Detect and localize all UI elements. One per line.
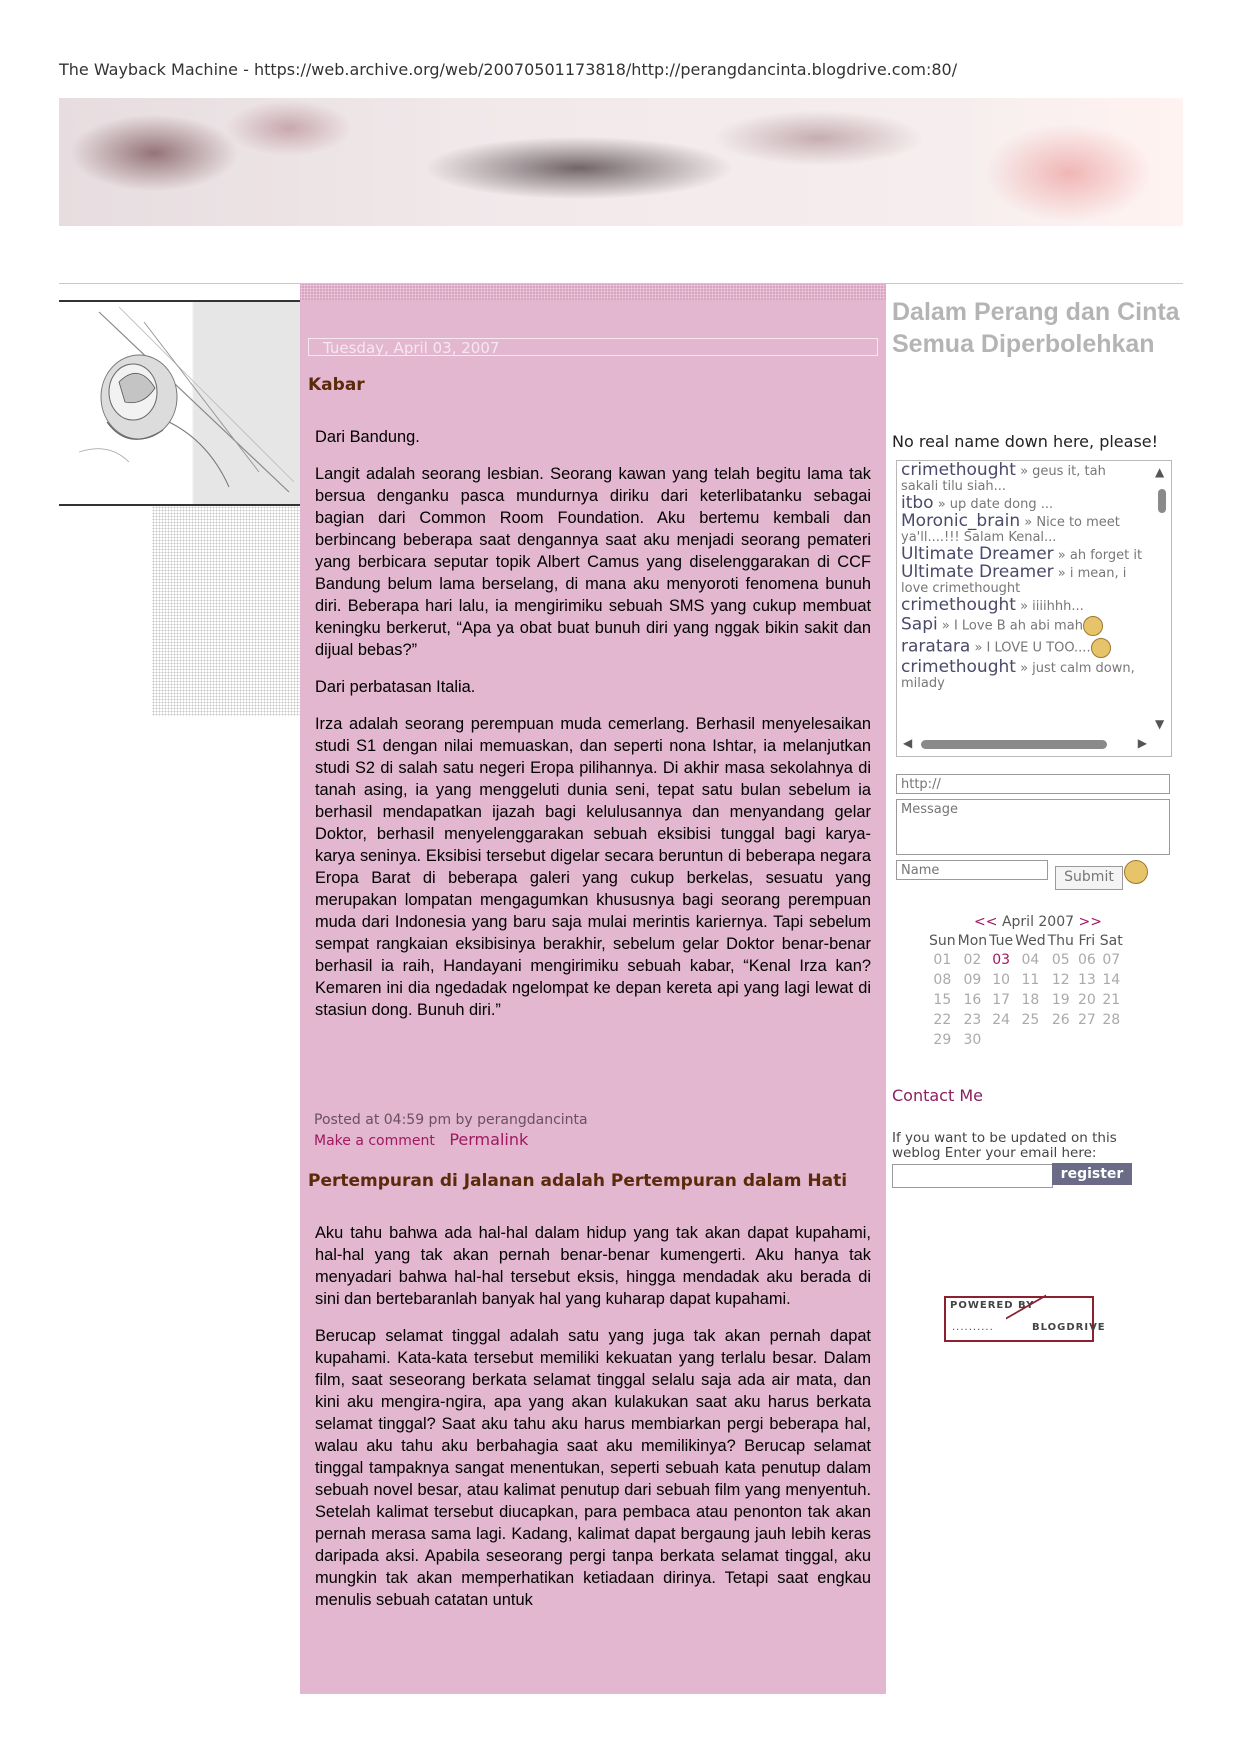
calendar-day: 27: [1077, 1012, 1096, 1028]
shoutbox-entry: [901, 544, 1147, 564]
post-title[interactable]: Pertempuran di Jalanan adalah Pertempuran dalam Hati: [308, 1171, 848, 1191]
blogdrive-text: BLOGDRIVE: [1032, 1322, 1106, 1333]
url-input[interactable]: [896, 774, 1170, 794]
smiley-icon: [1083, 616, 1103, 636]
shoutbox-entry-name[interactable]: itbo: [901, 493, 934, 513]
shoutbox-entry-message: » iiiihhh...: [1015, 599, 1084, 614]
calendar-day: 09: [963, 972, 982, 988]
calendar-nav: [928, 914, 1148, 930]
shoutbox[interactable]: [896, 460, 1172, 757]
calendar-day: 11: [1021, 972, 1040, 988]
shoutbox-vertical-scrollbar[interactable]: [1153, 463, 1169, 731]
shoutbox-entry-name[interactable]: crimethought: [901, 460, 1016, 480]
calendar-week: [928, 970, 1124, 990]
calendar-day: 22: [933, 1012, 952, 1028]
scroll-thumb[interactable]: [1158, 489, 1166, 513]
shoutbox-entry-message: » geus it, tah sakali tilu siah...: [901, 464, 1106, 494]
calendar-day-header: Tue: [989, 933, 1014, 949]
register-button[interactable]: register: [1052, 1163, 1132, 1185]
shoutbox-entry-name[interactable]: crimethought: [901, 657, 1016, 677]
calendar-day: 14: [1102, 972, 1121, 988]
calendar-day: [1047, 1030, 1075, 1050]
calendar-week: [928, 1030, 1124, 1050]
shoutbox-entry-name[interactable]: Ultimate Dreamer: [901, 562, 1054, 582]
name-input[interactable]: [896, 860, 1048, 880]
post-body: [315, 1222, 871, 1626]
permalink-link[interactable]: Permalink: [449, 1130, 529, 1149]
calendar-day-header: Mon: [957, 933, 988, 949]
calendar-day: 20: [1077, 992, 1096, 1008]
shoutbox-entry-message: » ah forget it: [1053, 548, 1143, 563]
post-date: Tuesday, April 03, 2007: [308, 338, 878, 356]
shoutbox-entry-message: » up date dong ...: [933, 497, 1054, 512]
email-field[interactable]: [892, 1164, 1053, 1188]
calendar-day: 25: [1021, 1012, 1040, 1028]
post-paragraph: Aku tahu bahwa ada hal-hal dalam hidup yang tak akan dapat kupahami, hal-hal yang tak akan pernah benar-benar kumengerti. Aku hanya tak menyadari bahwa hal-hal tersebut eksis, hingga mendadak aku berada di sini dan bertebaranlah banyak hal yang kuharap dapat kupahami.: [315, 1224, 871, 1308]
scroll-thumb[interactable]: [921, 740, 1107, 749]
calendar-day: 04: [1021, 952, 1040, 968]
calendar-week: [928, 1010, 1124, 1030]
calendar-day: 15: [933, 992, 952, 1008]
shoutbox-entry-message: » I Love B ah abi mah: [937, 618, 1083, 634]
shoutbox-entry: [901, 562, 1147, 596]
main-top-pattern: [300, 284, 886, 300]
calendar-day-header: Fri: [1078, 933, 1096, 949]
post-links: [314, 1130, 528, 1149]
shoutbox-list: [901, 460, 1147, 693]
calendar-day: 05: [1051, 952, 1070, 968]
calendar-day: 23: [963, 1012, 982, 1028]
scroll-down-arrow-icon[interactable]: ▼: [1155, 717, 1165, 731]
calendar-day: [1075, 1030, 1099, 1050]
shoutbox-entry-name[interactable]: Ultimate Dreamer: [901, 544, 1054, 564]
calendar-day: 17: [992, 992, 1011, 1008]
blog-tagline: No real name down here, please!: [892, 432, 1159, 451]
calendar-day-header: Sat: [1099, 933, 1123, 949]
smiley-icon[interactable]: [1124, 860, 1148, 884]
message-input[interactable]: [896, 799, 1170, 855]
shoutbox-entry-message: » i mean, i love crimethought: [901, 566, 1127, 596]
powered-by-text: POWERED BY: [950, 1300, 1035, 1311]
make-comment-link[interactable]: Make a comment: [314, 1133, 435, 1149]
shoutbox-horizontal-scrollbar[interactable]: [903, 736, 1147, 752]
post-paragraph: Langit adalah seorang lesbian. Seorang kawan yang telah begitu lama tak bersua denganku pasca mundurnya diriku dari keterlibatanku sebagai bagian dari Common Room Foundation. Aku bertemu kembali dan berbincang beberapa saat dengannya saat aku menjadi seorang pemateri yang berbicara seputar topik Albert Camus yang diselenggarakan di CCF Bandung belum lama berselang, di mana aku menyoroti fenomena bunuh diri. Beberapa hari lalu, ia mengirimiku sebuah SMS yang cukup membuat keningku berkerut, “Apa ya obat buat bunuh diri yang nggak bikin sakit dan dijual bebas?”: [315, 465, 871, 659]
shoutbox-entry: [901, 595, 1147, 615]
calendar-next-link[interactable]: >>: [1078, 914, 1102, 930]
calendar-grid: [928, 932, 1124, 1050]
post-title[interactable]: Kabar: [308, 375, 365, 395]
calendar-day: 08: [933, 972, 952, 988]
calendar-week: [928, 990, 1124, 1010]
shoutbox-entry: [901, 493, 1147, 513]
shoutbox-entry-name[interactable]: Sapi: [901, 614, 938, 635]
header-banner-image: [59, 98, 1183, 226]
submit-button[interactable]: Submit: [1055, 866, 1123, 890]
main-content: [300, 284, 886, 1694]
calendar-day: [1014, 1030, 1047, 1050]
rose-illustration: [59, 302, 300, 504]
calendar: [928, 914, 1148, 1050]
calendar-day: 28: [1102, 1012, 1121, 1028]
contact-me-link[interactable]: Contact Me: [892, 1086, 983, 1105]
post-paragraph: Dari perbatasan Italia.: [315, 678, 476, 696]
shoutbox-entry: [901, 460, 1147, 494]
rose-image: [59, 302, 300, 504]
post-paragraph: Irza adalah seorang perempuan muda cemerlang. Berhasil menyelesaikan studi S1 dengan nilai memuaskan, dan seperti nona Ishtar, ia melanjutkan studi S2 di salah satu negeri Eropa pilihannya. Di akhir masa sekolahnya di tanah asing, ia yang menggeluti dunia seni, tepat satu bulan sebelum ia berhasil mendapatkan ijazah bagi kelulusannya dan menyandang gelar Doktor, berhasil menyelenggarakan sebuah eksibisi tunggal bagi karya-karya seninya. Eksibisi tersebut digelar secara beruntun di beberapa negara Eropa Barat di beberapa galeri yang cukup berkelas, sesuatu yang merupakan lompatan mengagumkan khususnya bagi seorang perempuan muda dari Indonesia yang baru saja mulai merintis kariernya. Tapi sebelum sempat rangkaian eksibisinya berakhir, sebelum gelar Doktor benar-benar berhasil ia raih, Handayani mengirimiku sebuah kabar, “Kenal Irza kan? Kemaren ini dia ngedadak ngelompat ke depan kereta api yang lagi lewat di stasiun dong. Bunuh diri.”: [315, 715, 871, 1019]
calendar-week: [928, 950, 1124, 970]
badge-dots: ..........: [952, 1322, 994, 1333]
shoutbox-entry: [901, 511, 1147, 545]
calendar-day[interactable]: 03: [992, 952, 1011, 968]
shoutbox-entry-name[interactable]: Moronic_brain: [901, 511, 1021, 531]
calendar-day: 29: [933, 1032, 952, 1048]
calendar-day: 06: [1077, 952, 1096, 968]
smiley-icon: [1091, 638, 1111, 658]
calendar-day: 07: [1102, 952, 1121, 968]
shoutbox-entry-message: » I LOVE U TOO....: [970, 640, 1091, 656]
blog-title[interactable]: Dalam Perang dan Cinta Semua Diperbolehkan: [892, 298, 1180, 358]
post-paragraph: Berucap selamat tinggal adalah satu yang juga tak akan pernah dapat kupahami. Kata-kata tersebut memiliki kekuatan yang terlalu besar. Dalam film, saat seseorang berkata selamat tinggal selalu saja ada air mata, dan kini aku mengira-ngira, apa yang akan kulakukan saat aku harus berkata selamat tinggal? Saat aku tahu aku harus membiarkan pergi beberapa hal, walau aku tahu aku berbahagia saat aku memilikinya? Berucap selamat tinggal tampaknya sangat menentukan, seperti sebuah kata penutup dalam sebuah novel besar, atau kalimat penutup dari sebuah film yang menyentuh. Setelah kalimat tersebut diucapkan, para pembaca atau penonton tak akan pernah merasa sama lagi. Kadang, kalimat dapat bergaung jauh lebih keras daripada aksi. Apabila seseorang pergi tanpa berkata selamat tinggal, aku mungkin tak akan memperhatikan ketiadaan dirinya. Tetapi saat engkau menulis sebuah catatan untuk: [315, 1327, 871, 1609]
scroll-right-arrow-icon[interactable]: ▶: [1137, 736, 1147, 750]
email-update-text: If you want to be updated on this weblog Enter your email here:: [892, 1130, 1117, 1161]
calendar-day: 24: [992, 1012, 1011, 1028]
calendar-prev-link[interactable]: <<: [974, 914, 998, 930]
shoutbox-entry: [901, 638, 1147, 658]
shoutbox-entry: [901, 616, 1147, 636]
calendar-day: 10: [992, 972, 1011, 988]
post-body: [315, 426, 871, 1036]
dotted-pattern: [152, 506, 300, 716]
calendar-day-header: Thu: [1047, 933, 1074, 949]
scroll-up-arrow-icon[interactable]: ▲: [1155, 465, 1165, 479]
shoutbox-entry-name[interactable]: raratara: [901, 636, 971, 657]
calendar-day: 26: [1051, 1012, 1070, 1028]
calendar-day: 21: [1102, 992, 1121, 1008]
shoutbox-entry-message: » Nice to meet ya'll....!!! Salam Kenal...: [901, 515, 1120, 545]
calendar-day: 12: [1051, 972, 1070, 988]
post-meta: Posted at 04:59 pm by perangdancinta: [314, 1112, 588, 1128]
shoutbox-entry-message: » just calm down, milady: [901, 661, 1135, 691]
calendar-day-header: Wed: [1015, 933, 1046, 949]
calendar-day: 19: [1051, 992, 1070, 1008]
calendar-day: [1099, 1030, 1124, 1050]
calendar-day: 13: [1077, 972, 1096, 988]
calendar-day: 02: [963, 952, 982, 968]
calendar-day: 30: [963, 1032, 982, 1048]
calendar-month: April 2007: [1001, 914, 1075, 930]
scroll-left-arrow-icon[interactable]: ◀: [903, 736, 913, 750]
calendar-day-header: Sun: [929, 933, 956, 949]
calendar-day: 01: [933, 952, 952, 968]
powered-by-blogdrive-badge[interactable]: [944, 1296, 1106, 1342]
post-paragraph: Dari Bandung.: [315, 428, 420, 446]
wayback-header: The Wayback Machine - https://web.archive.org/web/20070501173818/http://perangdancinta.blogdrive.com:80/: [59, 60, 958, 79]
shoutbox-entry-name[interactable]: crimethought: [901, 595, 1016, 615]
calendar-day: [988, 1030, 1014, 1050]
calendar-day: 16: [963, 992, 982, 1008]
calendar-day: 18: [1021, 992, 1040, 1008]
shoutbox-entry: [901, 657, 1147, 691]
